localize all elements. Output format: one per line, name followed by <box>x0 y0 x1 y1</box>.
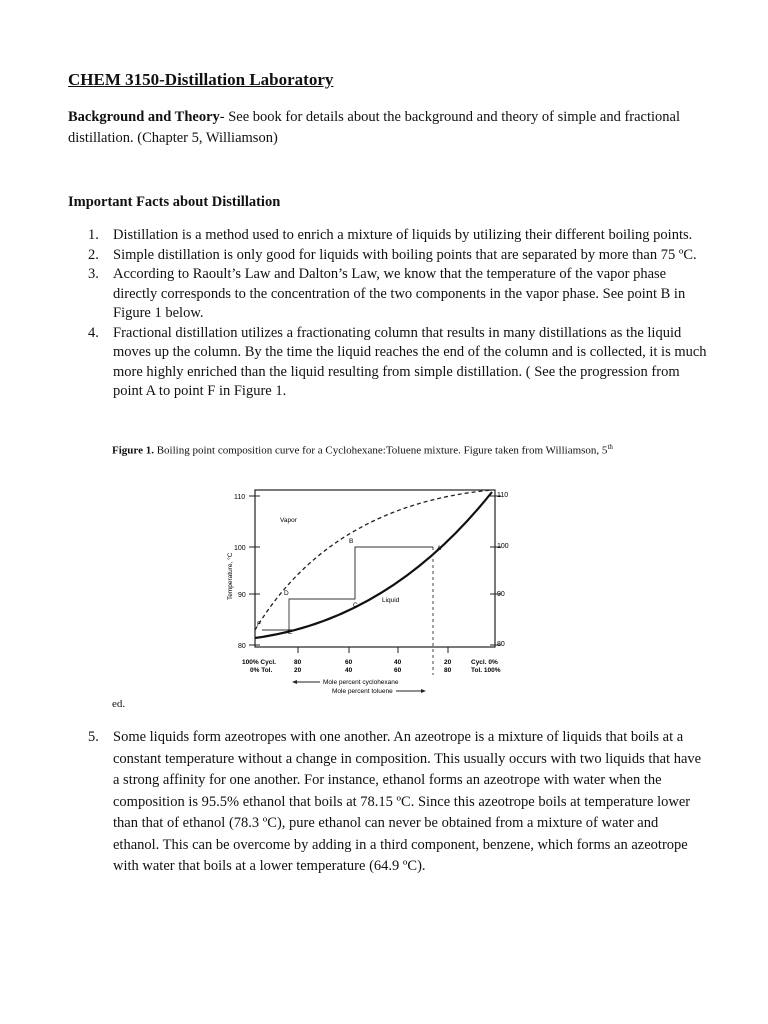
list-number: 1. <box>88 227 99 243</box>
figure-caption-sup: th <box>607 443 613 451</box>
list-item <box>68 727 708 878</box>
figure-caption-tail: ed. <box>112 698 126 710</box>
background-label: Background and Theory <box>68 109 220 125</box>
figure-caption-text: Boiling point composition curve for a Cyclohexane:Toluene mixture. Figure taken from Williamson, 5 <box>156 444 608 457</box>
facts-list-continued <box>68 727 708 878</box>
list-text: Some liquids form azeotropes with one another. An azeotrope is a mixture of liquids that boils at a constant temperature without a change in composition. This usually occurs with two liquids that have a strong affinity for one another. For instance, ethanol forms an azeotrope with water when the composition is 95.5% ethanol that boils at 78.15 ºC. Since this azeotrope boils at temperature lower than that of ethanol (78.3 ºC), pure ethanol can never be obtained from a mixture of water and ethanol. This can be overcome by adding in a third component, benzene, which forms an azeotrope with water that boils at a lower temperature (64.9 ºC). <box>113 729 702 874</box>
arrow-left-head <box>292 680 297 684</box>
list-text: According to Raoult’s Law and Dalton’s Law, we know that the temperature of the vapor phase directly corresponds to the concentration of the two components in the vapor phase. See point B in Figure 1 below. <box>113 266 686 321</box>
background-paragraph <box>68 107 688 149</box>
point-label: E <box>288 629 293 636</box>
page-title: CHEM 3150-Distillation Laboratory <box>68 70 334 89</box>
point-label: D <box>284 590 289 597</box>
x-tick-cycl: 60 <box>345 659 353 666</box>
liquid-curve <box>255 492 492 638</box>
y-tick-label-right: 110 <box>497 492 509 499</box>
y-tick-label-right: 100 <box>497 543 509 550</box>
x-right-end-top: Cycl. 0% <box>471 659 498 666</box>
background-text: - See book for details about the background and theory of simple and fractional distillation. (Chapter 5, Williamson) <box>68 109 680 146</box>
y-tick-label: 90 <box>238 592 246 599</box>
vapor-curve <box>255 490 492 630</box>
x-tick-tol: 20 <box>294 667 302 674</box>
list-number: 5. <box>88 729 99 745</box>
boiling-point-diagram <box>220 470 520 700</box>
x-tick-tol: 80 <box>444 667 452 674</box>
x-tick-tol: 60 <box>394 667 402 674</box>
y-tick-label-right: 80 <box>497 641 505 648</box>
arrow-right-head <box>421 689 426 693</box>
list-item <box>68 265 708 324</box>
figure-caption <box>112 440 712 458</box>
y-tick-label: 110 <box>234 494 246 501</box>
y-axis-label: Temperature, °C <box>227 552 234 600</box>
list-number: 3. <box>88 266 99 282</box>
facts-list <box>68 226 708 402</box>
figure-label: Figure 1. <box>112 444 154 457</box>
point-label: F <box>257 621 261 628</box>
list-text: Fractional distillation utilizes a fractionating column that results in many distillations as the liquid moves up the column. By the time the liquid reaches the end of the column and is collected, it is much more highly enriched than the liquid resulting from simple distillation. ( See the progression from point A to point F in Figure 1. <box>113 324 707 399</box>
list-number: 2. <box>88 246 99 263</box>
plot-frame <box>255 490 495 647</box>
vapor-label: Vapor <box>280 517 297 524</box>
list-item <box>68 246 708 266</box>
point-label: A <box>437 545 442 552</box>
x-tick-cycl: 40 <box>394 659 402 666</box>
point-label: C <box>353 602 358 609</box>
list-item <box>68 324 708 402</box>
x-right-end-bottom: Tol. 100% <box>471 667 501 674</box>
liquid-label: Liquid <box>382 597 400 604</box>
x-tick-cycl: 80 <box>294 659 302 666</box>
facts-heading: Important Facts about Distillation <box>68 194 281 210</box>
y-tick-label: 80 <box>238 643 246 650</box>
x-tick-cycl: 20 <box>444 659 452 666</box>
list-text: Simple distillation is only good for liquids with boiling points that are separated by more than 75 ºC. <box>113 246 697 263</box>
x-axis-label-cyclohexane: Mole percent cyclohexane <box>323 679 399 686</box>
y-tick-label: 100 <box>234 545 246 552</box>
x-left-end-top: 100% Cycl. <box>242 659 276 666</box>
y-tick-label-right: 90 <box>497 591 505 598</box>
x-tick-tol: 40 <box>345 667 353 674</box>
point-label: B <box>349 538 354 545</box>
list-text: Distillation is a method used to enrich a mixture of liquids by utilizing their different boiling points. <box>113 227 693 243</box>
list-item <box>68 226 708 246</box>
x-axis-label-toluene: Mole percent toluene <box>332 688 393 695</box>
x-left-end-bottom: 0% Tol. <box>250 667 273 674</box>
list-number: 4. <box>88 324 99 341</box>
